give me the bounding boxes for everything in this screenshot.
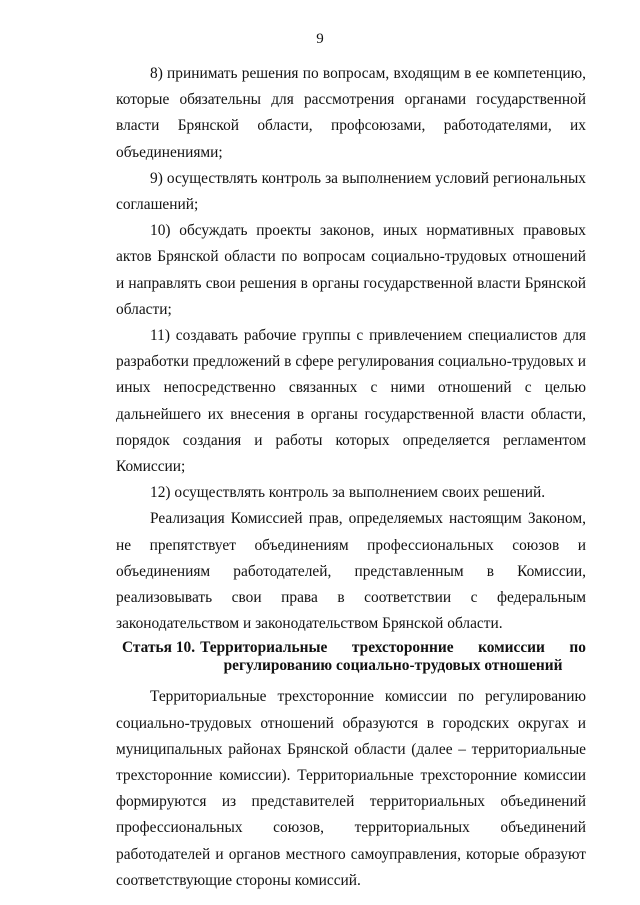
paragraph-item-11: 11) создавать рабочие группы с привлечением специалистов для разработки предложений в сфере регулирования социально-трудовых и иных непосредственно связанных с ними отношений с целью дальнейшего их внесения в органы государственной власти области, порядок создания и работы которых определяется регламентом Комиссии; (116, 327, 586, 476)
paragraph-territorial-commissions: Территориальные трехсторонние комиссии по регулированию социально-трудовых отношений образуются в городских округах и муниципальных районах Брянской области (далее – территориальные трехсторонние комиссии). Территориальные трехсторонние комиссии формируются из представителей территориальных объединений профессиональных союзов, территориальных объединений работодателей и органов местного самоуправления, которые образуют соответствующие стороны комиссий. (116, 688, 586, 889)
paragraph-item-8: 8) принимать решения по вопросам, входящим в ее компетенцию, которые обязательны для рассмотрения органами государственной власти Брянской области, профсоюзами, работодателями, их объединениями; (116, 65, 586, 161)
paragraph-commission-rights: Реализация Комиссией прав, определяемых настоящим Законом, не препятствует объединениям профессиональных союзов и объединениям работодателей, представленным в Комиссии, реализовывать свои права в соответствии с федеральным законодательством и законодательством Брянской области. (116, 510, 586, 633)
paragraph-item-9: 9) осуществлять контроль за выполнением условий региональных соглашений; (116, 169, 586, 214)
article-number: Статья 10. (122, 639, 196, 657)
article-title: Территориальные трехсторонние комиссии по регулированию социально-трудовых отношений (200, 639, 586, 675)
paragraph-item-10: 10) обсуждать проекты законов, иных нормативных правовых актов Брянской области по вопросам социально-трудовых отношений и направлять свои решения в органы государственной власти Брянской области; (116, 222, 586, 318)
document-body (116, 61, 586, 894)
article-heading (116, 639, 586, 675)
page-number: 9 (316, 31, 324, 47)
paragraph-item-12: 12) осуществлять контроль за выполнением своих решений. (150, 484, 546, 502)
